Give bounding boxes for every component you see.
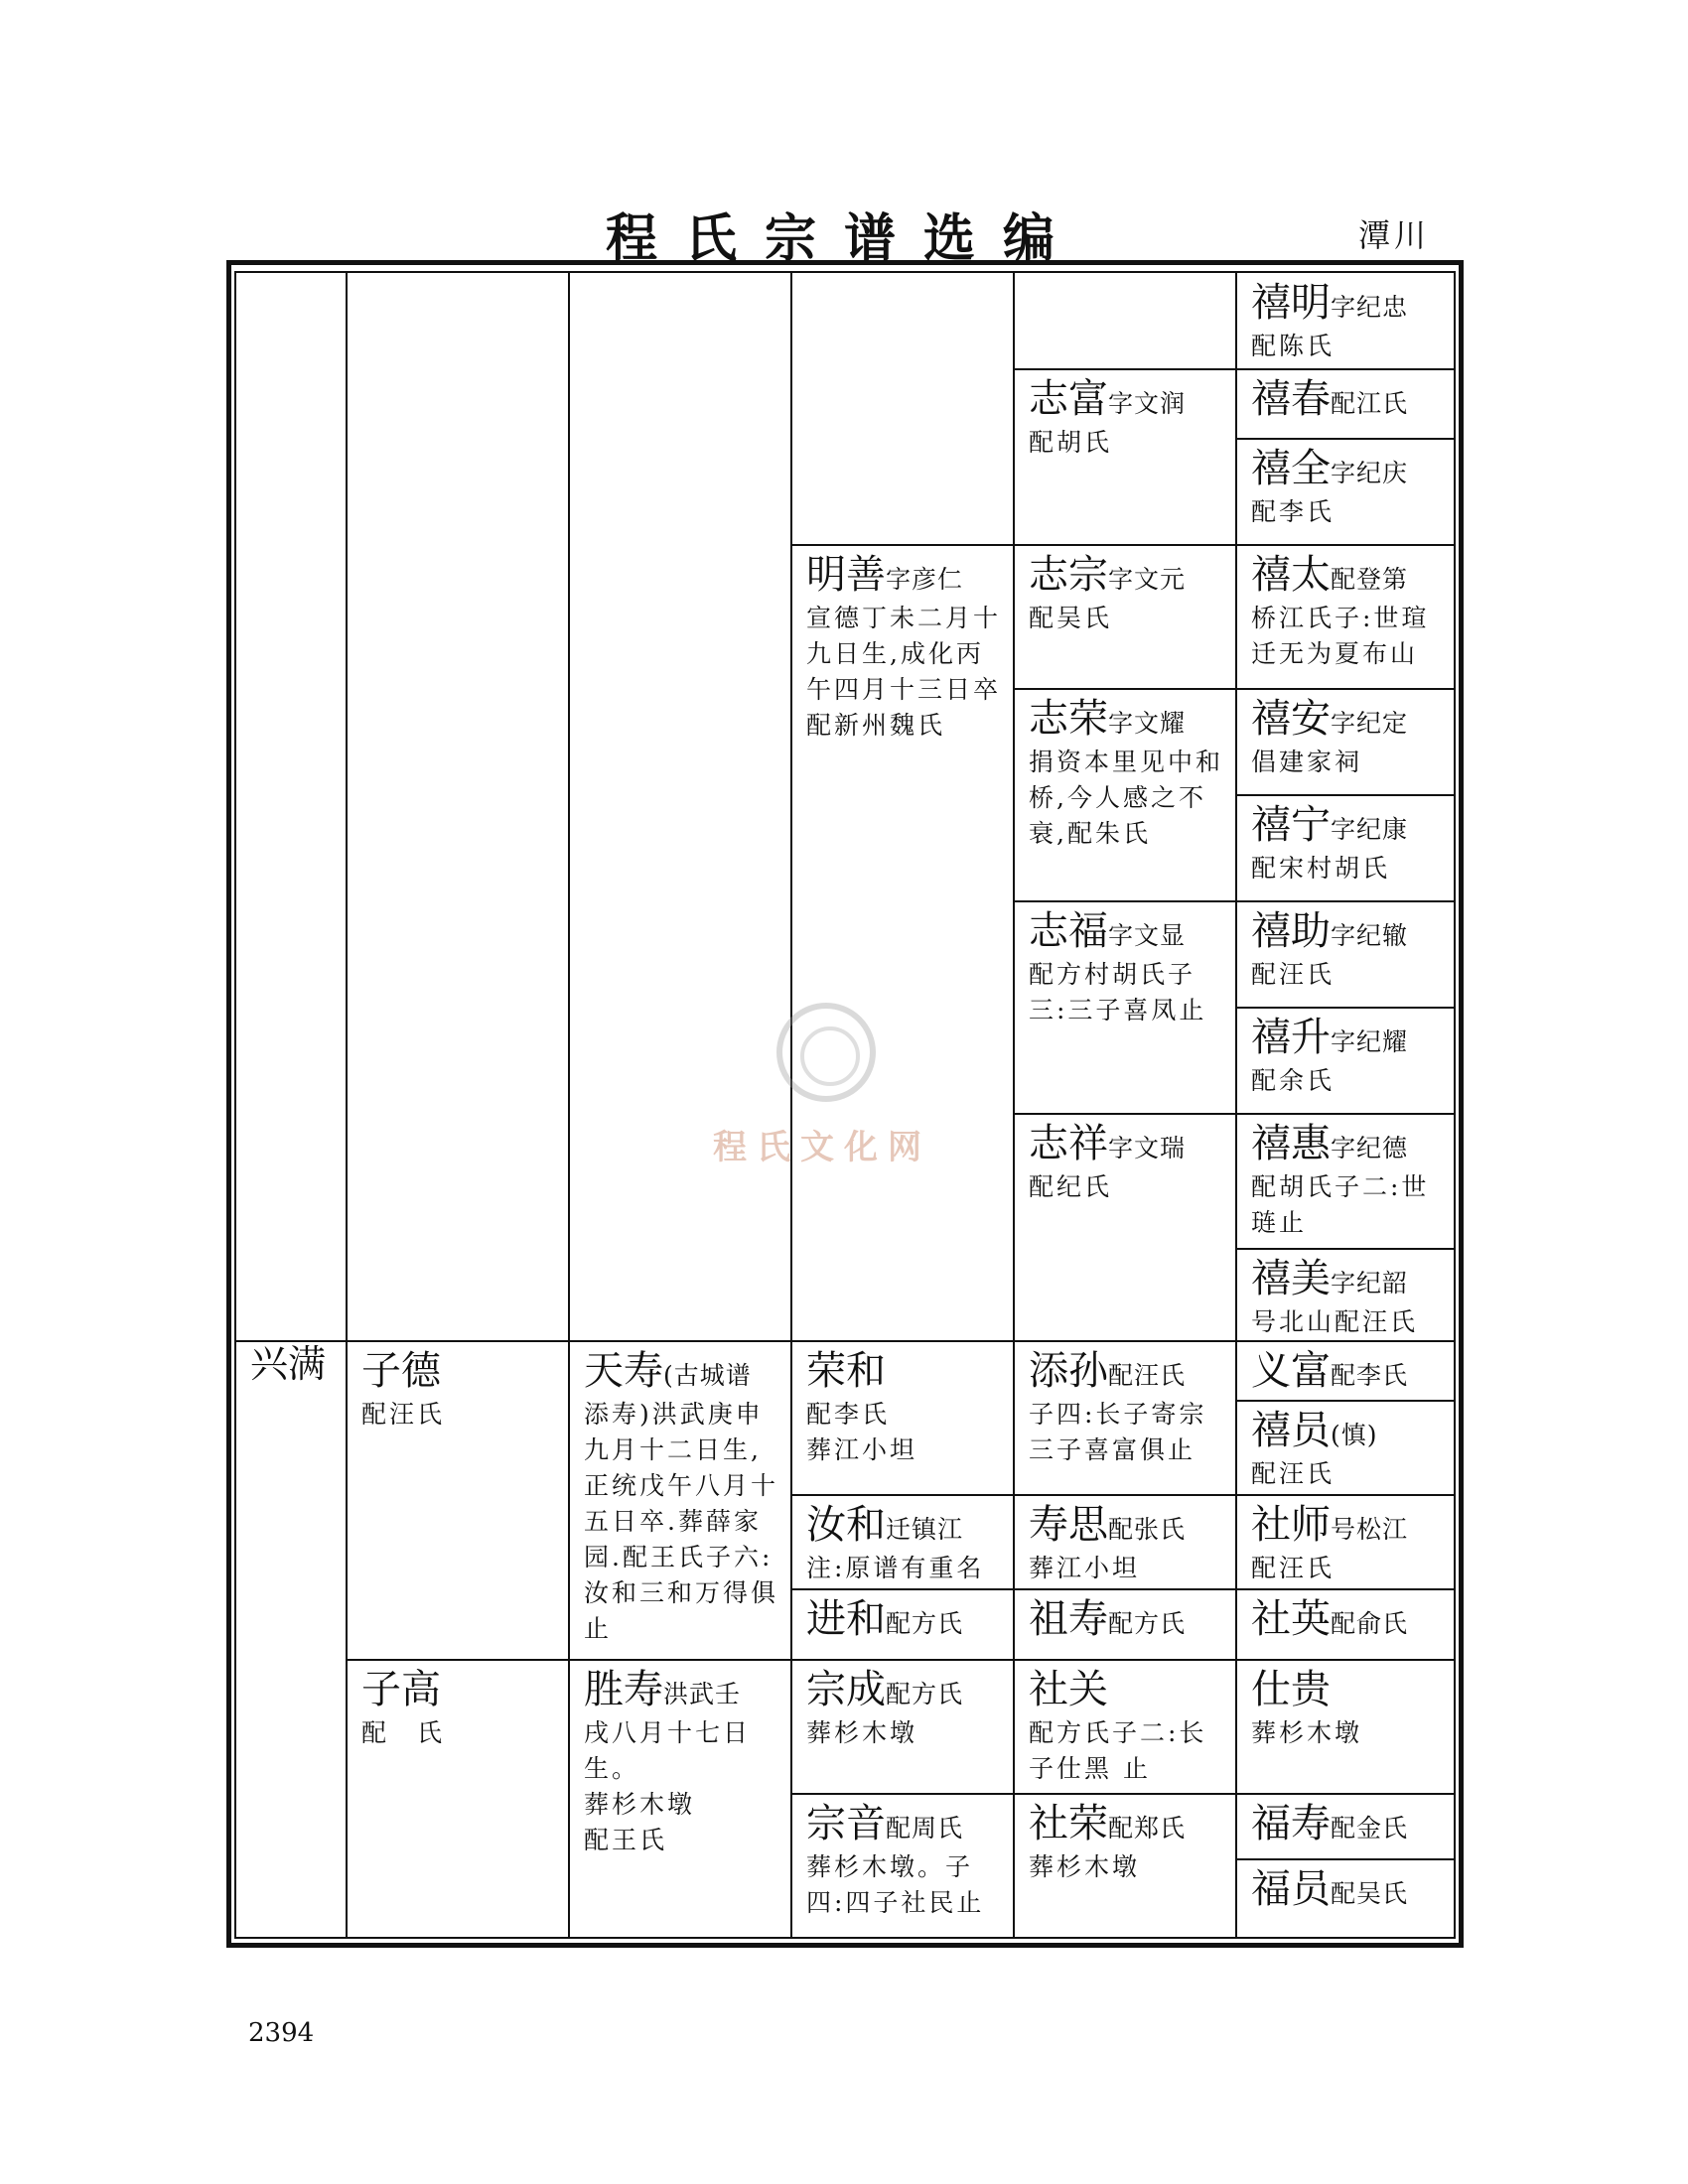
person-note: 字文瑞 [1108,1134,1187,1162]
person-note: (古城谱 [663,1361,752,1390]
person-name: 志祥 [1029,1121,1108,1166]
person-name: 宗成 [806,1667,886,1712]
person-detail: 配 氏 [361,1718,446,1747]
person-note: 字纪定 [1331,709,1409,738]
person-detail: 配余氏 [1251,1066,1336,1095]
person-detail: 配胡氏 [1029,428,1113,457]
person-name: 添孙 [1029,1348,1108,1394]
person-note: 字纪辙 [1331,921,1409,950]
person-note: 字纪耀 [1331,1027,1409,1056]
table-cell [792,1661,1013,1793]
person-note: 字文元 [1108,565,1187,594]
page-number: 2394 [248,2018,315,2048]
table-cell [792,546,1013,1340]
person-name: 禧助 [1251,908,1331,954]
person-note: 配吴氏 [1331,1879,1409,1908]
person-note: 字文润 [1108,389,1187,418]
person-detail: 葬杉木墩 [1251,1718,1363,1747]
person-note: 配江氏 [1331,389,1409,418]
person-note: 配方氏 [886,1609,964,1638]
person-note: 配郑氏 [1108,1814,1187,1843]
table-cell [1237,1860,1456,1938]
person-note: 配俞氏 [1331,1609,1409,1638]
table-cell [1015,1115,1235,1340]
generation-cell [236,1342,346,1938]
person-detail: 宣德丁未二月十九日生,成化丙午四月十三日卒 [806,604,1002,704]
person-name: 禧宁 [1251,802,1331,848]
person-detail: 注:原谱有重名 [806,1554,985,1582]
person-name: 进和 [806,1596,886,1642]
person-detail: 配方氏子二:长子仕黑 止 [1029,1718,1207,1783]
person-detail: 配宋村胡氏 [1251,854,1391,883]
person-note: 配方氏 [1108,1609,1187,1638]
table-cell [792,1795,1013,1938]
table-cell [1237,370,1456,438]
table-cell [1237,1342,1456,1400]
person-note: 字纪康 [1331,815,1409,844]
table-cell [1237,902,1456,1007]
person-note: 字文耀 [1108,709,1187,738]
person-name: 子高 [361,1667,441,1712]
person-name: 志福 [1029,908,1108,954]
table-cell [1015,1795,1235,1938]
person-name: 明善 [806,552,886,598]
table-cell [1015,690,1235,900]
person-detail: 号北山配汪氏 [1251,1307,1419,1336]
person-detail: 配新州魏氏 [806,711,946,740]
region-label: 潭川 [1358,216,1431,254]
person-name: 志富 [1029,376,1108,422]
person-detail: 配汪氏 [361,1400,446,1429]
person-note: 配方氏 [886,1680,964,1708]
person-name: 禧升 [1251,1015,1331,1060]
person-detail: 配李氏 [1251,497,1336,526]
person-detail: 配陈氏 [1251,332,1336,360]
person-detail: 葬江小坦 [1029,1554,1141,1582]
person-note: 配李氏 [1331,1361,1409,1390]
person-detail: 配纪氏 [1029,1172,1113,1201]
watermark-text: 程氏文化网 [713,1128,931,1167]
person-note: 号松江 [1331,1515,1409,1544]
person-detail: 葬杉木墩。子四:四子社民止 [806,1852,985,1917]
person-name: 禧美 [1251,1256,1331,1301]
person-name: 子德 [361,1348,441,1394]
table-cell [792,1342,1013,1494]
person-name: 禧明 [1251,280,1331,326]
table-cell [1237,440,1456,544]
person-name: 禧惠 [1251,1121,1331,1166]
person-name: 禧春 [1251,376,1331,422]
person-name: 志荣 [1029,696,1108,742]
person-note: 配周氏 [886,1814,964,1843]
table-cell [792,1590,1013,1659]
person-note: 字纪德 [1331,1134,1409,1162]
table-cell [1237,1009,1456,1113]
person-detail: 配汪氏 [1251,1459,1336,1488]
person-name: 禧安 [1251,696,1331,742]
table-cell [1237,1250,1456,1340]
person-detail: 配吴氏 [1029,604,1113,632]
person-name: 禧员 [1251,1408,1331,1453]
person-note: 配登第 [1331,565,1409,594]
person-detail: 添寿)洪武庚申九月十二日生,正统戊午八月十五日卒.葬薛家园.配王氏子六:汝和三和万得俱止 [584,1400,779,1643]
person-name: 祖寿 [1029,1596,1108,1642]
person-name: 福寿 [1251,1801,1331,1846]
table-cell [1015,1342,1235,1494]
person-note: 字文显 [1108,921,1187,950]
person-note: 字纪忠 [1331,293,1409,322]
person-detail: 葬江小坦 [806,1435,918,1464]
table-cell [1237,796,1456,900]
person-detail: 戌八月十七日生。 [584,1718,752,1783]
table-cell [1015,1661,1235,1793]
person-name: 志宗 [1029,552,1108,598]
person-detail: 配方村胡氏子三:三子喜凤止 [1029,960,1207,1024]
table-cell [348,1342,568,1659]
table-cell [1015,370,1235,544]
table-cell [1237,274,1456,368]
table-cell [792,1496,1013,1588]
table-cell [1237,1590,1456,1659]
person-detail: 倡建家祠 [1251,748,1363,776]
person-name: 社荣 [1029,1801,1108,1846]
person-name: 禧太 [1251,552,1331,598]
person-name: 社关 [1029,1667,1108,1712]
person-name: 汝和 [806,1502,886,1548]
table-cell [1015,1496,1235,1588]
table-cell [1237,1661,1456,1793]
person-detail: 葬杉木墩 [806,1718,918,1747]
person-detail: 配胡氏子二:世琏止 [1251,1172,1430,1237]
person-note: 配金氏 [1331,1814,1409,1843]
person-note: 字纪韶 [1331,1269,1409,1297]
person-name: 禧全 [1251,446,1331,491]
table-cell [570,1342,790,1659]
person-detail: 配李氏 [806,1400,891,1429]
person-detail: 桥江氏子:世瑄迁无为夏布山 [1251,604,1430,668]
person-detail: 捐资本里见中和桥,今人感之不衰,配朱氏 [1029,748,1224,848]
person-name: 荣和 [806,1348,886,1394]
person-name: 宗音 [806,1801,886,1846]
person-note: (慎) [1331,1421,1378,1449]
person-detail: 配王氏 [584,1826,668,1854]
table-cell [1015,1590,1235,1659]
person-detail: 配汪氏 [1251,960,1336,989]
person-detail: 葬杉木墩 [584,1790,696,1819]
table-cell [1237,690,1456,794]
person-detail: 葬杉木墩 [1029,1852,1141,1881]
person-name: 寿思 [1029,1502,1108,1548]
page-title: 程氏宗谱选编 [605,208,1082,269]
table-cell [1237,1402,1456,1494]
person-note: 配汪氏 [1108,1361,1187,1390]
table-cell [1015,902,1235,1113]
table-cell [1237,1496,1456,1588]
person-note: 字彦仁 [886,565,964,594]
person-name: 胜寿 [584,1667,663,1712]
person-name: 福员 [1251,1866,1331,1912]
person-name: 仕贵 [1251,1667,1331,1712]
table-cell [570,1661,790,1938]
table-cell [1015,546,1235,688]
table-cell [348,1661,568,1938]
person-note: 配张氏 [1108,1515,1187,1544]
person-note: 洪武壬 [663,1680,742,1708]
table-cell [1237,546,1456,688]
person-name: 天寿 [584,1348,663,1394]
person-name: 社英 [1251,1596,1331,1642]
generation-name: 兴满 [250,1342,327,1386]
person-detail: 配汪氏 [1251,1554,1336,1582]
person-name: 义富 [1251,1348,1331,1394]
table-cell [1237,1795,1456,1858]
person-note: 迁镇江 [886,1515,964,1544]
person-note: 字纪庆 [1331,459,1409,487]
person-detail: 子四:长子寄宗三子喜富俱止 [1029,1400,1207,1464]
table-cell [1237,1115,1456,1248]
person-name: 社师 [1251,1502,1331,1548]
